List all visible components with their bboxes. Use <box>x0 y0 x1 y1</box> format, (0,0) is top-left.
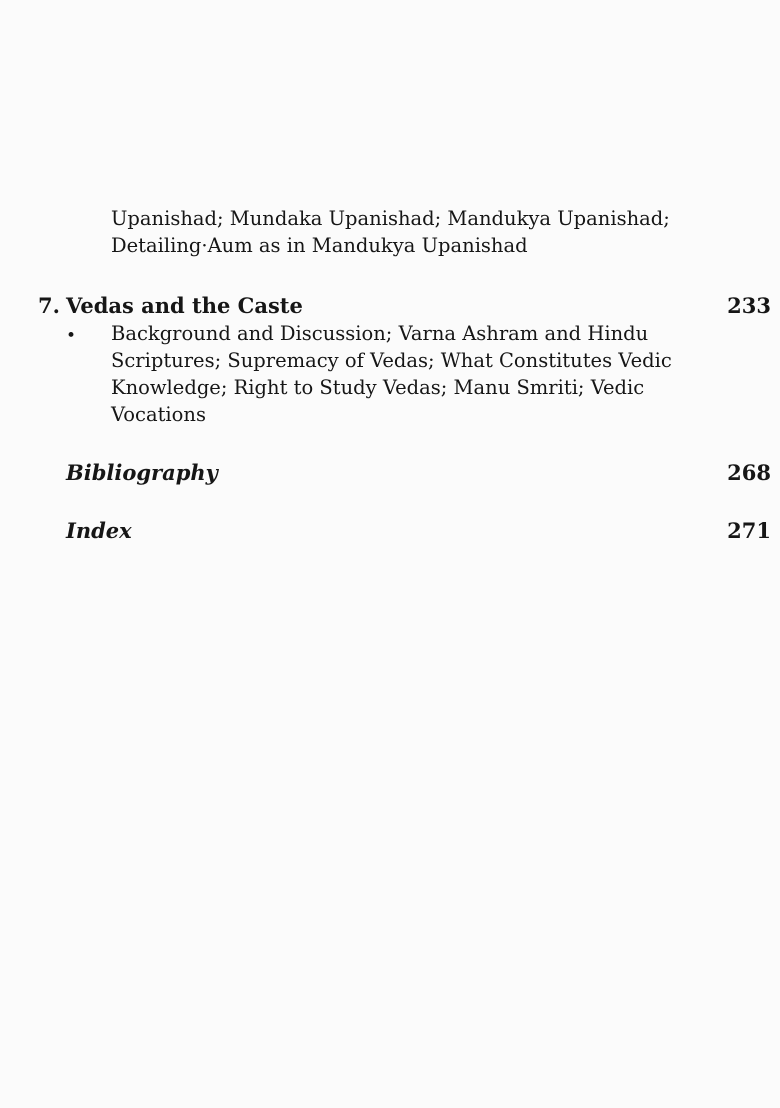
description-line: Background and Discussion; Varna Ashram and Hindu <box>111 322 649 345</box>
chapter-number: 7. <box>38 293 60 318</box>
description-line: Knowledge; Right to Study Vedas; Manu Smriti; Vedic <box>111 376 645 399</box>
index-entry[interactable] <box>66 518 771 546</box>
chapter-heading <box>38 293 303 318</box>
bibliography-entry[interactable] <box>66 460 771 488</box>
index-title: Index <box>66 518 132 543</box>
description-line: Detailing·Aum as in Mandukya Upanishad <box>111 234 528 257</box>
description-line: Scriptures; Supremacy of Vedas; What Constitutes Vedic <box>111 349 672 372</box>
description-line: Vocations <box>111 403 206 426</box>
chapter-7-description <box>111 320 697 428</box>
bibliography-page-number: 268 <box>727 460 771 485</box>
bullet-icon: • <box>66 326 77 346</box>
description-line: Upanishad; Mundaka Upanishad; Mandukya Upanishad; <box>111 207 670 230</box>
chapter-7-entry[interactable] <box>38 293 771 321</box>
continued-entry-description <box>111 205 697 259</box>
chapter-page-number: 233 <box>727 293 771 318</box>
chapter-title: Vedas and the Caste <box>66 293 303 318</box>
index-page-number: 271 <box>727 518 771 543</box>
bibliography-title: Bibliography <box>66 460 218 485</box>
